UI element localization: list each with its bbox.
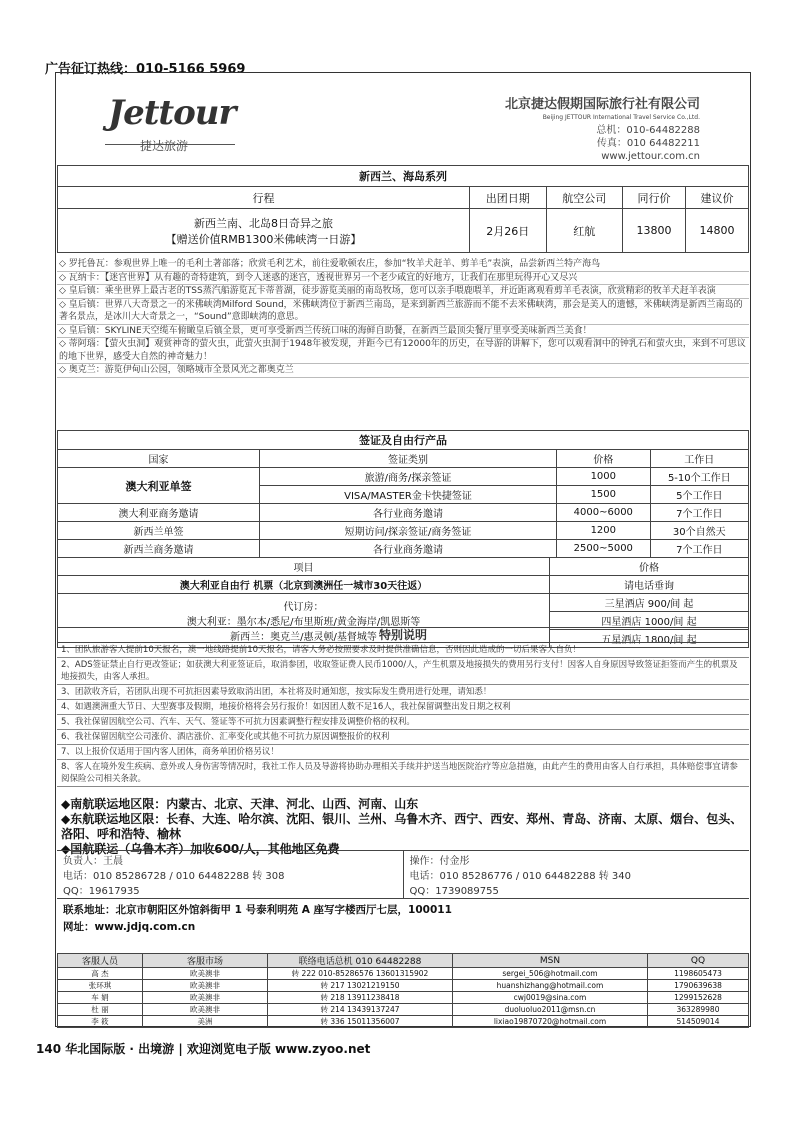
free-col-price: 价格 bbox=[550, 558, 749, 576]
staff-col-msn: MSN bbox=[453, 954, 648, 968]
staff-phone: 转 218 13911238418 bbox=[268, 992, 453, 1004]
staff-qq: 1198605473 bbox=[648, 968, 749, 980]
visa-type: 短期访问/探亲签证/商务签证 bbox=[260, 522, 557, 540]
visa-col-price: 价格 bbox=[557, 450, 651, 468]
company-fax: 传真：010 64482211 bbox=[596, 138, 700, 149]
hotel-agent-au: 澳大利亚：墨尔本/悉尼/布里斯班/黄金海岸/凯恩斯等 bbox=[186, 617, 421, 628]
visa-price: 1200 bbox=[557, 522, 651, 540]
visa-type: 各行业商务邀请 bbox=[260, 540, 557, 558]
contacts-section bbox=[57, 850, 749, 939]
staff-market: 美洲 bbox=[143, 1016, 268, 1028]
company-name-en: Beijing JETTOUR International Travel Service Co.,Ltd. bbox=[542, 114, 700, 121]
staff-market: 欧美澳非 bbox=[143, 968, 268, 980]
visa-col-country: 国家 bbox=[58, 450, 260, 468]
staff-col-name: 客服人员 bbox=[58, 954, 143, 968]
company-name: 北京捷达假期国际旅行社有限公司 bbox=[504, 97, 700, 112]
table-row bbox=[58, 1004, 749, 1016]
staff-msn: huanshizhang@hotmail.com bbox=[453, 980, 648, 992]
tour-airline: 红航 bbox=[546, 209, 623, 253]
visa-days: 30个自然天 bbox=[650, 522, 748, 540]
visa-country: 新西兰商务邀请 bbox=[58, 540, 260, 558]
visa-col-type: 签证类别 bbox=[260, 450, 557, 468]
table-row bbox=[58, 968, 749, 980]
visa-price: 1500 bbox=[557, 486, 651, 504]
col-itinerary: 行程 bbox=[58, 187, 470, 209]
visa-days: 7个工作日 bbox=[650, 504, 748, 522]
special-item: 7、以上报价仅适用于国内客人团体，商务单团价格另议！ bbox=[57, 745, 749, 760]
highlight-item: ◇ 蒂阿瑙：【萤火虫洞】观赏神奇的萤火虫，此萤火虫洞于1948年被发现，并距今已有12000年的历史，在导游的讲解下，您可以观看洞中的钟乳石和萤火虫，来到不可思议的地下世界，感受大自然的神奇魅力！ bbox=[57, 338, 749, 364]
special-item: 5、我社保留因航空公司、汽车、天气、签证等不可抗力因素调整行程安排及调整价格的权利。 bbox=[57, 715, 749, 730]
visa-country: 新西兰单签 bbox=[58, 522, 260, 540]
contact-left-qq: QQ：19617935 bbox=[63, 886, 140, 897]
series-title: 新西兰、海岛系列 bbox=[58, 166, 749, 187]
hotel-agent-title: 代订房： bbox=[283, 602, 324, 613]
table-row bbox=[58, 992, 749, 1004]
highlight-item: ◇ 瓦纳卡：【迷宫世界】从有趣的奇特建筑，到令人迷惑的迷宫，透视世界另一个老少咸宜的好地方，让我们在那里玩得开心又尽兴 bbox=[57, 272, 749, 286]
highlight-item: ◇ 罗托鲁瓦：参观世界上唯一的毛利土著部落；欣赏毛利艺术，前往爱歌顿农庄，参加“牧羊犬赶羊、剪羊毛”表演，品尝新西兰特产海鸟 bbox=[57, 258, 749, 272]
airline-note-airchina: ◆国航联运（乌鲁木齐）加收600/人，其他地区免费 bbox=[61, 842, 340, 856]
tour-name-line1: 新西兰南、北岛8日奇异之旅 bbox=[194, 216, 333, 230]
staff-col-market: 客服市场 bbox=[143, 954, 268, 968]
staff-phone: 转 222 010-85286576 13601315902 bbox=[268, 968, 453, 980]
visa-country: 澳大利亚单签 bbox=[58, 468, 260, 504]
tour-section bbox=[57, 165, 749, 253]
company-website[interactable]: www.jettour.com.cn bbox=[601, 151, 700, 162]
visa-country: 澳大利亚商务邀请 bbox=[58, 504, 260, 522]
col-airline: 航空公司 bbox=[546, 187, 623, 209]
hotel-price: 三星酒店 900/间 起 bbox=[550, 594, 749, 612]
staff-phone: 转 217 13021219150 bbox=[268, 980, 453, 992]
staff-qq: 1299152628 bbox=[648, 992, 749, 1004]
highlight-item: ◇ 皇后镇：SKYLINE天空缆车俯瞰皇后镇全景，更可享受新西兰传统口味的海鲜自助餐，在新西兰最顶尖餐厅里享受美味新西兰美食！ bbox=[57, 325, 749, 339]
tour-date: 2月26日 bbox=[470, 209, 547, 253]
visa-col-days: 工作日 bbox=[650, 450, 748, 468]
visa-days: 7个工作日 bbox=[650, 540, 748, 558]
staff-section bbox=[57, 953, 749, 1028]
hotel-agent-nz: 新西兰：奥克兰/惠灵顿/基督城等 bbox=[230, 632, 377, 643]
staff-msn: duoluoluo2011@msn.cn bbox=[453, 1004, 648, 1016]
free-col-item: 项目 bbox=[58, 558, 550, 576]
tour-name-line2: 【赠送价值RMB1300米佛峡湾一日游】 bbox=[165, 232, 362, 246]
special-title: 特别说明 bbox=[57, 627, 749, 643]
tour-highlights bbox=[57, 258, 749, 378]
staff-msn: sergei_506@hotmail.com bbox=[453, 968, 648, 980]
page-footer: 140 华北国际版 · 出境游 | 欢迎浏览电子版 www.zyoo.net bbox=[36, 1042, 371, 1056]
free-item-price: 请电话垂询 bbox=[550, 576, 749, 594]
highlight-item: ◇ 奥克兰：游览伊甸山公园，领略城市全景风光之都奥克兰 bbox=[57, 364, 749, 378]
special-item: 6、我社保留因航空公司涨价、酒店涨价、汇率变化或其他不可抗力原因调整报价的权利 bbox=[57, 730, 749, 745]
staff-market: 欧美澳非 bbox=[143, 1004, 268, 1016]
staff-market: 欧美澳非 bbox=[143, 980, 268, 992]
visa-price: 2500~5000 bbox=[557, 540, 651, 558]
special-notes bbox=[57, 627, 749, 787]
special-item: 1、团队旅游客人提前10天报名，澳一地线路提前10天报名，请客人务必按照要求及时提供准确信息，否则因此造成的一切后果客人自负！ bbox=[57, 643, 749, 658]
contact-left bbox=[57, 851, 403, 898]
staff-phone: 转 214 13439137247 bbox=[268, 1004, 453, 1016]
staff-market: 欧美澳非 bbox=[143, 992, 268, 1004]
staff-name: 李 筱 bbox=[58, 1016, 143, 1028]
staff-name: 杜 丽 bbox=[58, 1004, 143, 1016]
staff-qq: 363289980 bbox=[648, 1004, 749, 1016]
company-phone: 总机：010-64482288 bbox=[596, 125, 700, 136]
highlight-item: ◇ 皇后镇：世界八大奇景之一的米佛峡湾Milford Sound，米佛峡湾位于新西兰南岛，是来到新西兰旅游而不能不去米佛峡湾，那会是美人的遗憾，米佛峡湾是新西兰南岛的著名景点，是冰川大大奇景之一，“Sound”意即峡湾的意思。 bbox=[57, 299, 749, 325]
contact-right bbox=[403, 851, 749, 898]
visa-title: 签证及自由行产品 bbox=[58, 431, 749, 450]
tour-suggested-price: 14800 bbox=[686, 209, 749, 253]
contact-right-phone: 电话：010 85286776 / 010 64482288 转 340 bbox=[409, 871, 631, 882]
staff-name: 车 娟 bbox=[58, 992, 143, 1004]
visa-price: 4000~6000 bbox=[557, 504, 651, 522]
free-item: 澳大利亚自由行 机票（北京到澳洲任一城市30天往返） bbox=[58, 576, 550, 594]
table-row bbox=[58, 1016, 749, 1028]
table-row bbox=[58, 980, 749, 992]
staff-name: 高 杰 bbox=[58, 968, 143, 980]
staff-col-phone: 联络电话总机 010 64482288 bbox=[268, 954, 453, 968]
contact-address: 联系地址：北京市朝阳区外馆斜街甲 1 号泰利明苑 A 座写字楼西厅七层，100011 bbox=[63, 904, 452, 916]
highlight-item: ◇ 皇后镇：乘坐世界上最古老的TSS蒸汽船游览瓦卡蒂普湖，徒步游览美丽的南岛牧场，您可以亲手喂鹿喂羊，并近距离观看剪羊毛表演，欣赏精彩的牧羊犬赶羊表演 bbox=[57, 285, 749, 299]
logo-subtitle: 捷达旅游 bbox=[140, 139, 189, 153]
staff-name: 张环琪 bbox=[58, 980, 143, 992]
staff-msn: cwj0019@sina.com bbox=[453, 992, 648, 1004]
jettour-logo: Jettour bbox=[108, 93, 236, 133]
staff-col-qq: QQ bbox=[648, 954, 749, 968]
visa-type: 各行业商务邀请 bbox=[260, 504, 557, 522]
col-peer-price: 同行价 bbox=[623, 187, 686, 209]
special-item: 8、客人在境外发生疾病、意外或人身伤害等情况时，我社工作人员及导游将协助办理相关手续并护送当地医院治疗等应急措施，由此产生的费用由客人自行承担，具体赔偿事宜请参阅保险公司相关条款。 bbox=[57, 760, 749, 787]
ad-hotline: 广告征订热线：010-5166 5969 bbox=[45, 62, 246, 77]
staff-phone: 转 336 15011356007 bbox=[268, 1016, 453, 1028]
visa-days: 5个工作日 bbox=[650, 486, 748, 504]
contact-right-qq: QQ：1739089755 bbox=[409, 886, 499, 897]
staff-qq: 514509014 bbox=[648, 1016, 749, 1028]
visa-days: 5-10个工作日 bbox=[650, 468, 748, 486]
visa-price: 1000 bbox=[557, 468, 651, 486]
staff-qq: 1790639638 bbox=[648, 980, 749, 992]
col-suggested-price: 建议价 bbox=[686, 187, 749, 209]
contact-website[interactable]: 网址：www.jdjq.com.cn bbox=[63, 921, 196, 933]
staff-msn: lixiao19870720@hotmail.com bbox=[453, 1016, 648, 1028]
special-item: 3、团款收齐后，若团队出现不可抗拒因素导致取消出团，本社将及时通知您，按实际发生费用进行处理，请知悉！ bbox=[57, 685, 749, 700]
col-date: 出团日期 bbox=[470, 187, 547, 209]
airline-note-south: ◆南航联运地区限：内蒙古、北京、天津、河北、山西、河南、山东 bbox=[61, 797, 419, 811]
contact-right-name: 操作：付金彤 bbox=[409, 856, 470, 867]
hotel-price: 五星酒店 1800/间 起 bbox=[550, 630, 749, 648]
company-info bbox=[505, 98, 700, 163]
visa-section bbox=[57, 430, 749, 648]
address-block bbox=[57, 898, 749, 939]
contact-left-phone: 电话：010 85286728 / 010 64482288 转 308 bbox=[63, 871, 285, 882]
visa-type: 旅游/商务/探亲签证 bbox=[260, 468, 557, 486]
visa-type: VISA/MASTER金卡快捷签证 bbox=[260, 486, 557, 504]
tour-peer-price: 13800 bbox=[623, 209, 686, 253]
contact-left-name: 负责人：王晨 bbox=[63, 856, 123, 867]
hotel-price: 四星酒店 1000/间 起 bbox=[550, 612, 749, 630]
airline-note-east: ◆东航联运地区限：长春、大连、哈尔滨、沈阳、银川、兰州、乌鲁木齐、西宁、西安、郑州、青岛、济南、太原、烟台、包头、洛阳、呼和浩特、榆林 bbox=[61, 812, 743, 841]
tour-name bbox=[58, 209, 470, 253]
special-item: 4、如遇澳洲重大节日、大型赛事及假期，地接价格将会另行报价！如因团人数不足16人，我社保留调整出发日期之权利 bbox=[57, 700, 749, 715]
special-item: 2、ADS签证禁止自行更改签证；如获澳大利亚签证后，取消参团，收取签证费人民币1000/人，产生机票及地接损失的费用另行支付！因客人自身原因导致签证拒签而产生的机票及地接损失，由客人承担。 bbox=[57, 658, 749, 685]
